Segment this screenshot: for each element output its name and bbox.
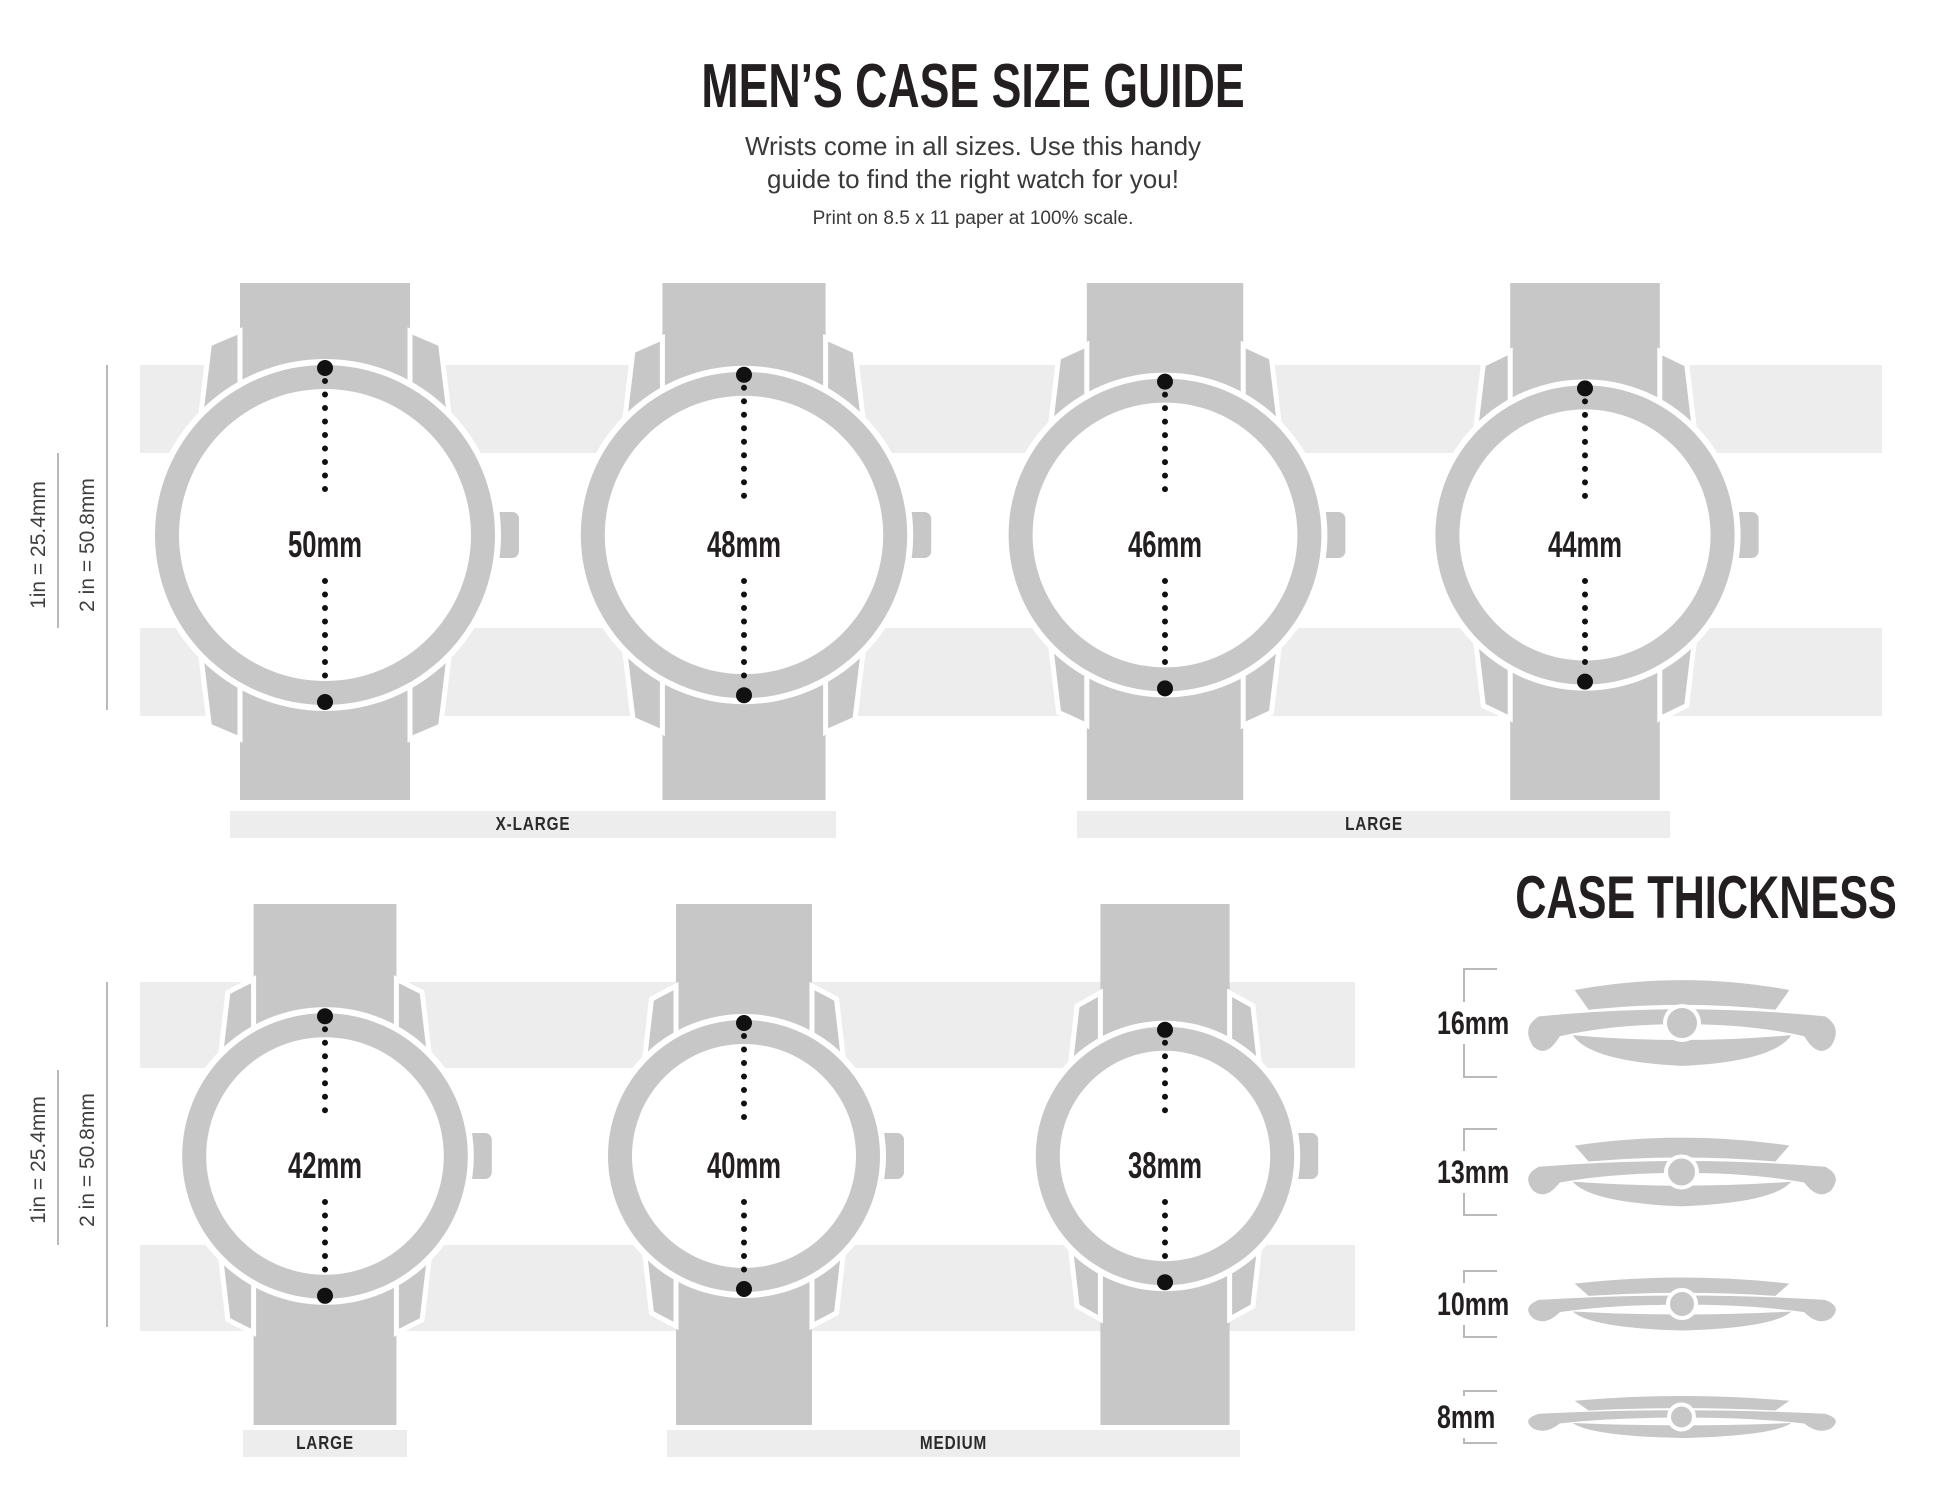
thickness-row [1430,1128,1870,1216]
watch-dial-38mm [965,890,1365,1435]
diameter-endpoint-dot [736,1015,752,1031]
diameter-endpoint-dot [1157,680,1173,696]
crown-icon [1663,1004,1701,1042]
category-bar-large-top [1077,811,1670,838]
thickness-row [1430,1390,1870,1444]
watch-size-label: 40mm [707,1145,781,1186]
subtitle-line-2: guide to find the right watch for you! [767,164,1179,194]
diameter-endpoint-dot [1577,674,1593,690]
diameter-endpoint-dot [736,367,752,383]
diameter-endpoint-dot [736,687,752,703]
case-thickness-title: CASE THICKNESS [1515,864,1897,931]
ruler-line-2in-top [106,365,108,710]
watch-size-label: 44mm [1548,524,1622,565]
diameter-endpoint-dot [1577,380,1593,396]
watch-dial-48mm [544,270,944,815]
category-bar-xlarge [230,811,836,838]
category-bar-large-bottom [243,1430,407,1457]
thickness-row [1430,968,1870,1078]
category-bar-medium [667,1430,1240,1457]
category-bar-label: LARGE [1344,814,1403,834]
thickness-label: 8mm [1437,1396,1487,1438]
diameter-endpoint-dot [317,360,333,376]
page-title: MEN’S CASE SIZE GUIDE [701,52,1245,121]
thickness-label: 16mm [1437,1002,1487,1044]
thickness-label: 13mm [1437,1151,1487,1193]
diameter-endpoint-dot [317,1008,333,1024]
subtitle-line-1: Wrists come in all sizes. Use this handy [744,131,1202,161]
diameter-endpoint-dot [1157,1274,1173,1290]
category-bar-label: LARGE [296,1433,354,1453]
ruler-line-1in-bottom [57,1070,59,1245]
ruler-label-1in-bottom: 1in = 25.4mm [27,1096,50,1224]
category-bar-label: MEDIUM [919,1433,988,1453]
ruler-label-1in-top: 1in = 25.4mm [27,481,50,609]
watch-dial-50mm [125,270,525,815]
crown-icon [1666,1288,1698,1320]
watch-size-label: 46mm [1128,524,1202,565]
thickness-row [1430,1270,1870,1338]
ruler-line-2in-bottom [106,982,108,1327]
crown-icon [1667,1403,1696,1432]
ruler-label-2in-top: 2 in = 50.8mm [76,478,99,612]
watch-dial-46mm [965,270,1365,815]
diameter-endpoint-dot [317,1288,333,1304]
watch-size-label: 48mm [707,524,781,565]
category-bar-label: X-LARGE [495,814,571,834]
diameter-endpoint-dot [736,1281,752,1297]
watch-size-label: 50mm [288,524,362,565]
crown-icon [1664,1155,1699,1190]
ruler-label-2in-bottom: 2 in = 50.8mm [76,1093,99,1227]
print-instruction: Print on 8.5 x 11 paper at 100% scale. [812,208,1134,229]
watch-size-label: 42mm [288,1145,362,1186]
watch-size-label: 38mm [1128,1145,1202,1186]
watch-dial-44mm [1385,270,1785,815]
diameter-endpoint-dot [317,694,333,710]
watch-dial-42mm [125,890,525,1435]
watch-dial-40mm [544,890,944,1435]
ruler-line-1in-top [57,453,59,628]
thickness-label: 10mm [1437,1283,1487,1325]
diameter-endpoint-dot [1157,1022,1173,1038]
diameter-endpoint-dot [1157,374,1173,390]
